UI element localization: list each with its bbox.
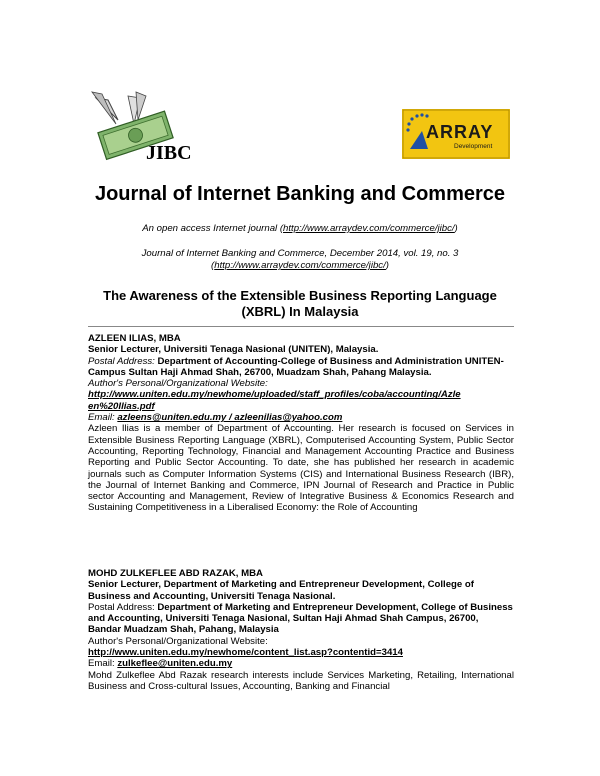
author-block-1 bbox=[88, 333, 514, 514]
email-link[interactable]: zulkeflee@uniten.edu.my bbox=[117, 658, 233, 670]
postal-value: Department of Marketing and Entrepreneur Development, College of Business and Accounting, Universiti Tenaga Nasional, Sultan Haji Ahmad Shah Campus, 26700, Bandar Muadzam Shah, Pahang, Malaysia bbox=[88, 601, 513, 636]
journal-title: Journal of Internet Banking and Commerce bbox=[94, 183, 506, 205]
author-bio: Mohd Zulkeflee Abd Razak research interests include Services Marketing, Retailing, International Business and Cross-cultural Issues, Accounting, Banking and Financial bbox=[88, 669, 514, 692]
citation-url-suffix: ) bbox=[385, 260, 389, 271]
postal-value: Department of Accounting-College of Business and Administration UNITEN-Campus Sultan Haji Ahmad Shah, 26700, Muadzam Shah, Pahang Malaysia. bbox=[88, 355, 504, 378]
postal-label: Postal Address: bbox=[88, 355, 158, 367]
subtitle-suffix: ) bbox=[454, 223, 458, 234]
array-logo-text: ARRAY bbox=[426, 122, 494, 142]
author-email bbox=[88, 658, 514, 669]
email-label: Email: bbox=[88, 658, 118, 670]
website-link[interactable] bbox=[88, 389, 514, 412]
author-position: Senior Lecturer, Universiti Tenaga Nasional (UNITEN), Malaysia. bbox=[88, 344, 379, 356]
author-name: MOHD ZULKEFLEE ABD RAZAK, MBA bbox=[88, 568, 263, 579]
citation-line: Journal of Internet Banking and Commerce, December 2014, vol. 19, no. 3 bbox=[141, 248, 459, 259]
website-label: Author's Personal/Organizational Website: bbox=[88, 635, 268, 647]
author-postal bbox=[88, 602, 514, 636]
citation-url-line bbox=[0, 260, 600, 271]
journal-subtitle bbox=[0, 223, 600, 234]
author-block-2 bbox=[88, 568, 514, 692]
jibc-logo-text: JIBC bbox=[146, 142, 192, 164]
author-name: AZLEEN ILIAS, MBA bbox=[88, 333, 181, 344]
email-link[interactable]: azleens@uniten.edu.my / azleenilias@yahoo.com bbox=[117, 412, 343, 424]
jibc-logo bbox=[88, 90, 198, 168]
email-label: Email: bbox=[88, 412, 118, 424]
paper-title-line2: (XBRL) In Malaysia bbox=[241, 304, 359, 319]
author-position: Senior Lecturer, Department of Marketing and Entrepreneur Development, College of Business and Accounting, Universiti Tenaga Nasional. bbox=[88, 579, 474, 602]
website-label: Author's Personal/Organizational Website: bbox=[88, 378, 268, 390]
website-link-line1[interactable]: http://www.uniten.edu.my/newhome/uploaded/staff_profiles/coba/accounting/Azle bbox=[88, 389, 461, 401]
array-logo-subtext: Development bbox=[454, 143, 493, 150]
subtitle-prefix: An open access Internet journal ( bbox=[142, 223, 284, 234]
subtitle-link[interactable]: http://www.arraydev.com/commerce/jibc/ bbox=[283, 223, 455, 234]
citation-link[interactable]: http://www.arraydev.com/commerce/jibc/ bbox=[214, 260, 386, 271]
citation-url-prefix: ( bbox=[211, 260, 215, 271]
author-email bbox=[88, 412, 514, 423]
paper-title-line1: The Awareness of the Extensible Business Reporting Language bbox=[103, 288, 497, 303]
website-link[interactable]: http://www.uniten.edu.my/newhome/content_list.asp?contentid=3414 bbox=[88, 647, 403, 659]
postal-label: Postal Address: bbox=[88, 601, 158, 613]
paper-title bbox=[60, 288, 540, 320]
author-divider bbox=[88, 326, 514, 327]
array-logo bbox=[402, 109, 510, 159]
author-bio: Azleen Ilias is a member of Department of Accounting. Her research is focused on Services in Extensible Business Reporting Language (XBRL), Computerised Accounting System, Public Sector Accounting, Reporting Technology, Financial and Management Accounting Practice and Business Reporting and Public Sector Accounting. To date, she has published her research in academic journals such as Computer Information Systems (CIS) and International Business Research (IBR), the Journal of Internet Banking and Commerce, IPN Journal of Research and Practice in Public sector Accounting and Management, Review of Integrative Business & Economics Research and Sustaining Competitiveness in a Liberalised Economy: the Role of Accounting bbox=[88, 423, 514, 514]
author-postal bbox=[88, 356, 514, 379]
website-link-line2[interactable]: en%20Ilias.pdf bbox=[88, 400, 155, 412]
